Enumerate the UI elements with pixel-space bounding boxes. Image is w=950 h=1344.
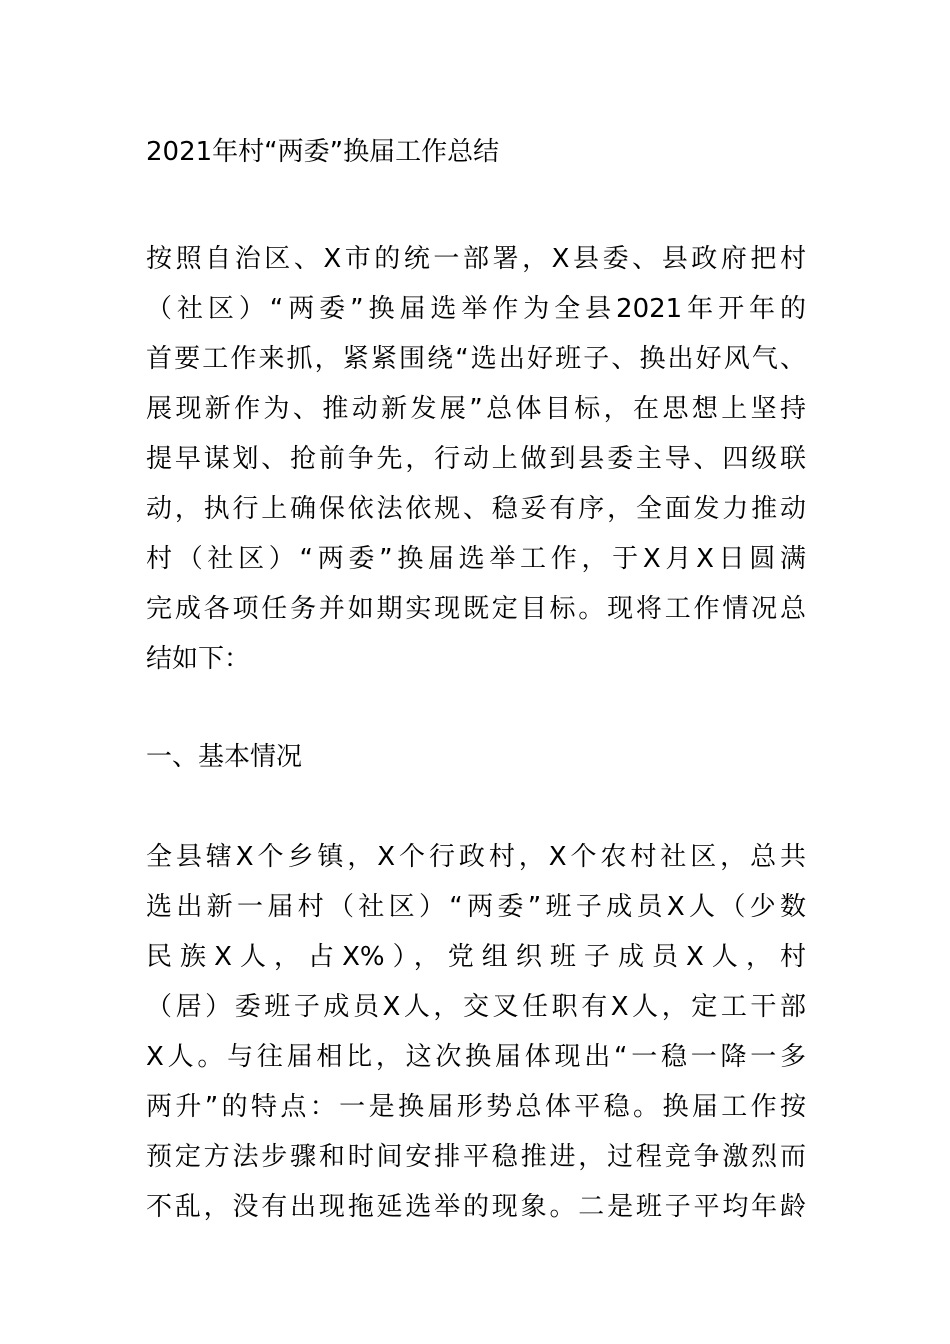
section-heading: 一、基本情况 [146,742,303,772]
paragraph-line: X人。与往届相比，这次换届体现出“一稳一降一多 [146,1042,806,1072]
document-title: 2021年村“两委”换届工作总结 [146,137,500,167]
paragraph-line: 提早谋划、抢前争先，行动上做到县委主导、四级联 [146,444,806,474]
paragraph-line: 结如下： [146,644,251,674]
paragraph-line: （居）委班子成员X人，交叉任职有X人，定工干部 [146,992,806,1022]
paragraph-line: （社区）“两委”换届选举作为全县2021年开年的 [146,294,806,324]
section-paragraph [146,832,806,1232]
paragraph-line: 预定方法步骤和时间安排平稳推进，过程竞争激烈而 [146,1142,806,1172]
paragraph-line: 选出新一届村（社区）“两委”班子成员X人（少数 [146,892,806,922]
paragraph-line: 两升”的特点：一是换届形势总体平稳。换届工作按 [146,1092,806,1122]
intro-paragraph [146,234,806,684]
paragraph-line: 不乱，没有出现拖延选举的现象。二是班子平均年龄 [146,1192,806,1222]
paragraph-line: 村（社区）“两委”换届选举工作，于X月X日圆满 [146,544,806,574]
paragraph-line: 展现新作为、推动新发展”总体目标，在思想上坚持 [146,394,806,424]
paragraph-line: 全县辖X个乡镇，X个行政村，X个农村社区，总共 [146,842,806,872]
paragraph-line: 完成各项任务并如期实现既定目标。现将工作情况总 [146,594,806,624]
paragraph-line: 按照自治区、X市的统一部署，X县委、县政府把村 [146,244,806,274]
document-body [146,130,806,1232]
paragraph-line: 动，执行上确保依法依规、稳妥有序，全面发力推动 [146,494,806,524]
paragraph-line: 首要工作来抓，紧紧围绕“选出好班子、换出好风气、 [146,344,806,374]
paragraph-line: 民族X人，占X%），党组织班子成员X人，村 [146,942,806,972]
